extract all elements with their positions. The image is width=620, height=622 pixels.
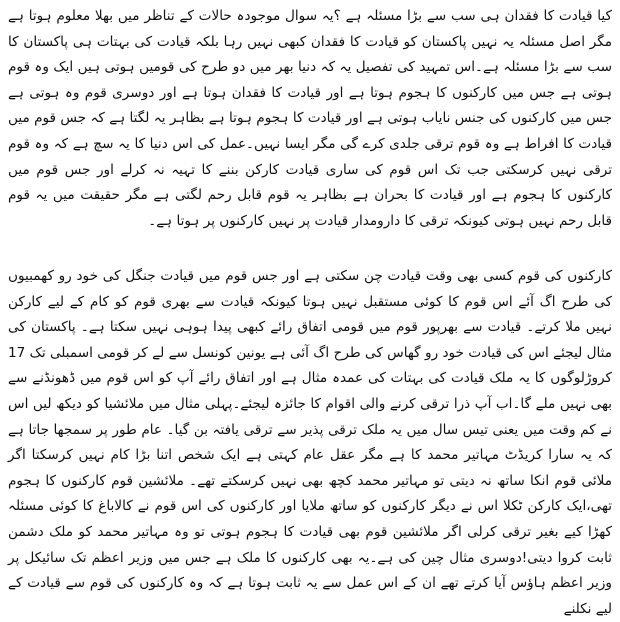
paragraph-spacer xyxy=(8,234,612,264)
paragraph-worker-nations: کارکنوں کی قوم کسی بھی وقت قیادت چن سکتی ہے اور جس قوم میں قیادت جنگل کی خود رو کھمبیوں کی طرح اگ آئے اس قوم کا کوئی مستقبل نہیں ہوتا کیونکہ قیادت سے بھری قوم کو کام کے لیے کارکن نہیں ملا کرتے۔ قیادت سے بھرپور قوم میں قومی اتفاق رائے کبھی پیدا ہوہی نہیں سکتا ہے۔ پاکستان کی مثال لیجئے اس کی قیادت خود رو گھاس کی طرح اگ آئی ہے یونین کونسل سے لے کر قومی اسمبلی تک 17 کروڑلوگوں کا یہ ملک قیادت کی بہتات کی عمدہ مثال ہے اور اتفاق رائے آپ کو اس قوم میں ڈھونڈنے سے بھی نہیں ملے گا۔اب آپ ذرا ترقی کرنے والی اقوام کا جائزہ لیجئے۔پہلی مثال میں ملائشیا کو دیکھ لیں اس نے کم وقت میں یعنی تیس سال میں یہ ملک ترقی پذیر سے ترقی یافتہ بن گیا۔ عام طور پر سمجھا جاتا ہے کہ یہ سارا کریڈٹ مہاتیر محمد کا ہے مگر عقل عام کہتی ہے ایک شخص اتنا بڑا کام نہیں کرسکتا اگر ملائی قوم انکا ساتھ نہ دیتی تو مہاتیر محمد کچھ بھی نہیں کرسکتے تھے۔ ملائشین قوم کارکنوں کا ہجوم تھی،ایک کارکن ٹکلا اس نے دیگر کارکنوں کو ساتھ ملایا اور کارکنوں کی اس قوم نے کالاباغ کا کوئی مسئلہ کھڑا کیے بغیر ترقی کرلی اگر ملائشین قوم بھی قیادت کا ہجوم ہوتی تو وہ مہاتیر محمد کو ملک دشمن ثابت کروا دیتی!دوسری مثال چین کی ہے۔یہ بھی کارکنوں کا ملک ہے جس میں وزیر اعظم تک سائیکل پر وزیر اعظم ہاؤس آیا کرتے تھے ان کے اس عمل سے یہ ثابت ہوتا ہے کہ وہ کارکنوں کی قوم سے قیادت کے لیے نکلنے xyxy=(8,268,612,617)
paragraph-leadership-intro: کیا قیادت کا فقدان ہی سب سے بڑا مسئلہ ہے ؟یہ سوال موجودہ حالات کے تناظر میں بھلا معلوم ہوتا ہے مگر اصل مسئلہ یہ نہیں پاکستان کو قیادت کا فقدان کبھی نہیں رہا بلکہ قیادت کی بہتات ہی پاکستان کا سب سے بڑا مسئلہ ہے۔اس تمہید کی تفصیل یہ کہ دنیا بھر میں دو طرح کی قومیں ہوتی ہیں ایک وہ قوم ہوتی ہے جس میں کارکنوں کا ہجوم ہوتا ہے اور قیادت کا فقدان ہوتا ہے اور دوسری قوم وہ ہوتی ہے جس میں کارکنوں کی جنس نایاب ہوتی ہے اور قیادت کا ہجوم ہوتا ہے بظاہر یہ لگتا ہے کہ جس قوم میں قیادت کا افراط ہے وہ قوم ترقی جلدی کرے گی مگر ایسا نہیں۔عمل کی اس دنیا کا یہ سچ ہے کہ وہ قوم ترقی نہیں کرسکتی جب تک اس قوم کی ساری قیادت کارکن بننے کا تہیہ نہ کرلے اور جس قوم میں کارکنوں کا ہجوم ہے اور قیادت کا بحران ہے بظاہر یہ قوم قابل رحم لگتی ہے مگر حقیقت میں یہ قوم قابل رحم نہیں ہوتی کیونکہ ترقی کا دارومدار قیادت پر نہیں کارکنوں پر ہوتا ہے۔ xyxy=(8,8,612,229)
